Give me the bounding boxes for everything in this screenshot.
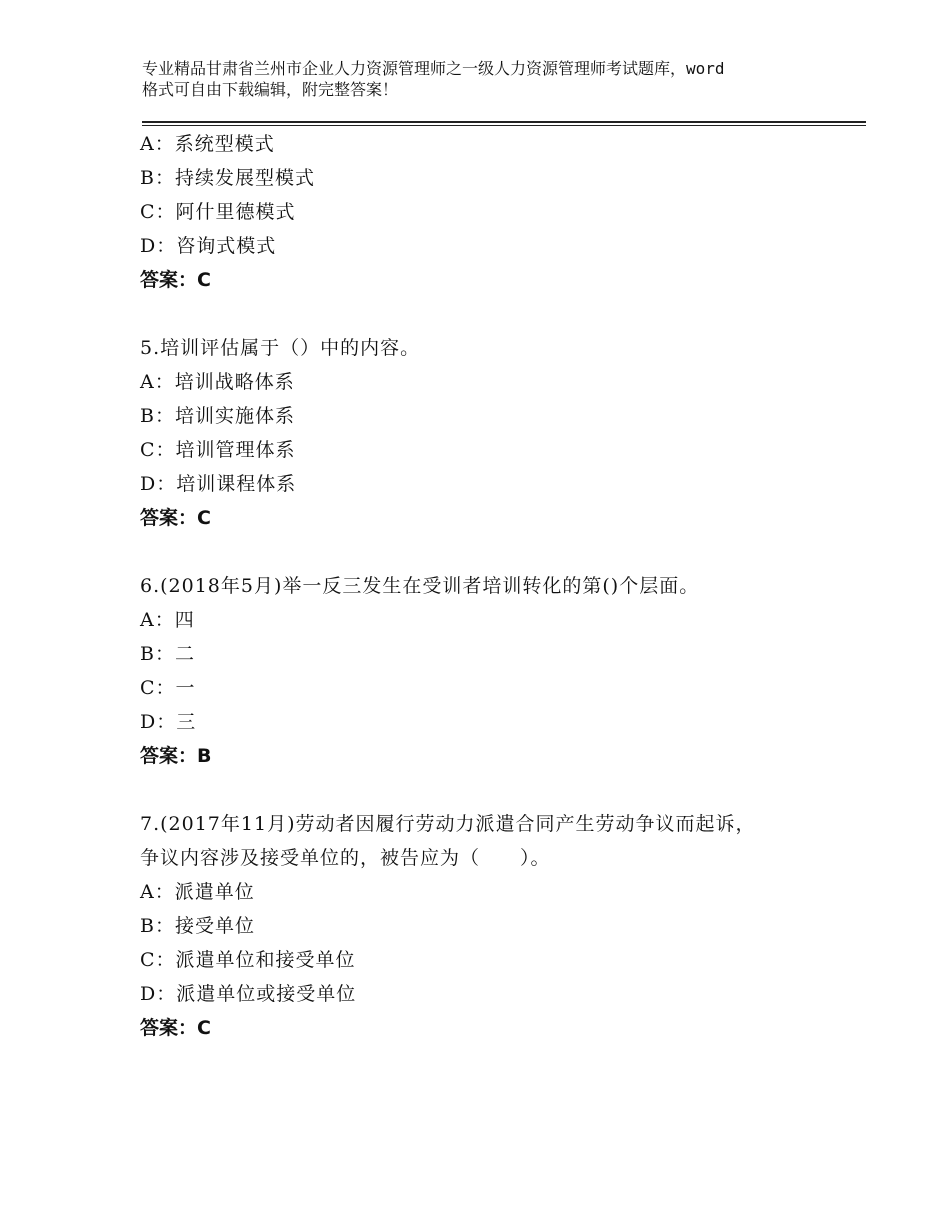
- question-6: [140, 569, 860, 773]
- spacer: [140, 535, 860, 569]
- answer: 答案：C: [140, 1017, 211, 1039]
- question-stem-line-2: 争议内容涉及接受单位的，被告应为（ ）。: [140, 847, 551, 869]
- header-line-1: 专业精品甘肃省兰州市企业人力资源管理师之一级人力资源管理师考试题库，word: [142, 59, 725, 78]
- option-d: D：派遣单位或接受单位: [140, 983, 357, 1005]
- option-b: B：二: [140, 643, 195, 665]
- option-b: B：接受单位: [140, 915, 255, 937]
- question-5: [140, 331, 860, 535]
- option-d: D：咨询式模式: [140, 235, 277, 257]
- header-divider-thin: [142, 125, 866, 126]
- option-a: A：培训战略体系: [140, 371, 295, 393]
- document-body: [140, 127, 860, 1045]
- option-c: C：一: [140, 677, 196, 699]
- option-d: D：三: [140, 711, 197, 733]
- spacer: [140, 773, 860, 807]
- answer: 答案：C: [140, 269, 211, 291]
- question-stem: 6.(2018年5月)举一反三发生在受训者培训转化的第()个层面。: [140, 575, 700, 597]
- option-b: B：持续发展型模式: [140, 167, 315, 189]
- option-a: A：派遣单位: [140, 881, 255, 903]
- question-stem: 5.培训评估属于（）中的内容。: [140, 337, 421, 359]
- option-d: D：培训课程体系: [140, 473, 297, 495]
- option-c: C：培训管理体系: [140, 439, 296, 461]
- option-b: B：培训实施体系: [140, 405, 295, 427]
- answer: 答案：B: [140, 745, 212, 767]
- answer: 答案：C: [140, 507, 211, 529]
- option-a: A：四: [140, 609, 195, 631]
- document-header: [142, 58, 862, 100]
- question-7: [140, 807, 860, 1045]
- header-divider-thick: [142, 121, 866, 123]
- question-4-continued: [140, 127, 860, 297]
- option-c: C：阿什里德模式: [140, 201, 296, 223]
- question-stem-line-1: 7.(2017年11月)劳动者因履行劳动力派遣合同产生劳动争议而起诉，: [140, 813, 756, 835]
- header-line-2: 格式可自由下载编辑，附完整答案！: [142, 80, 399, 99]
- spacer: [140, 297, 860, 331]
- option-a: A：系统型模式: [140, 133, 275, 155]
- option-c: C：派遣单位和接受单位: [140, 949, 356, 971]
